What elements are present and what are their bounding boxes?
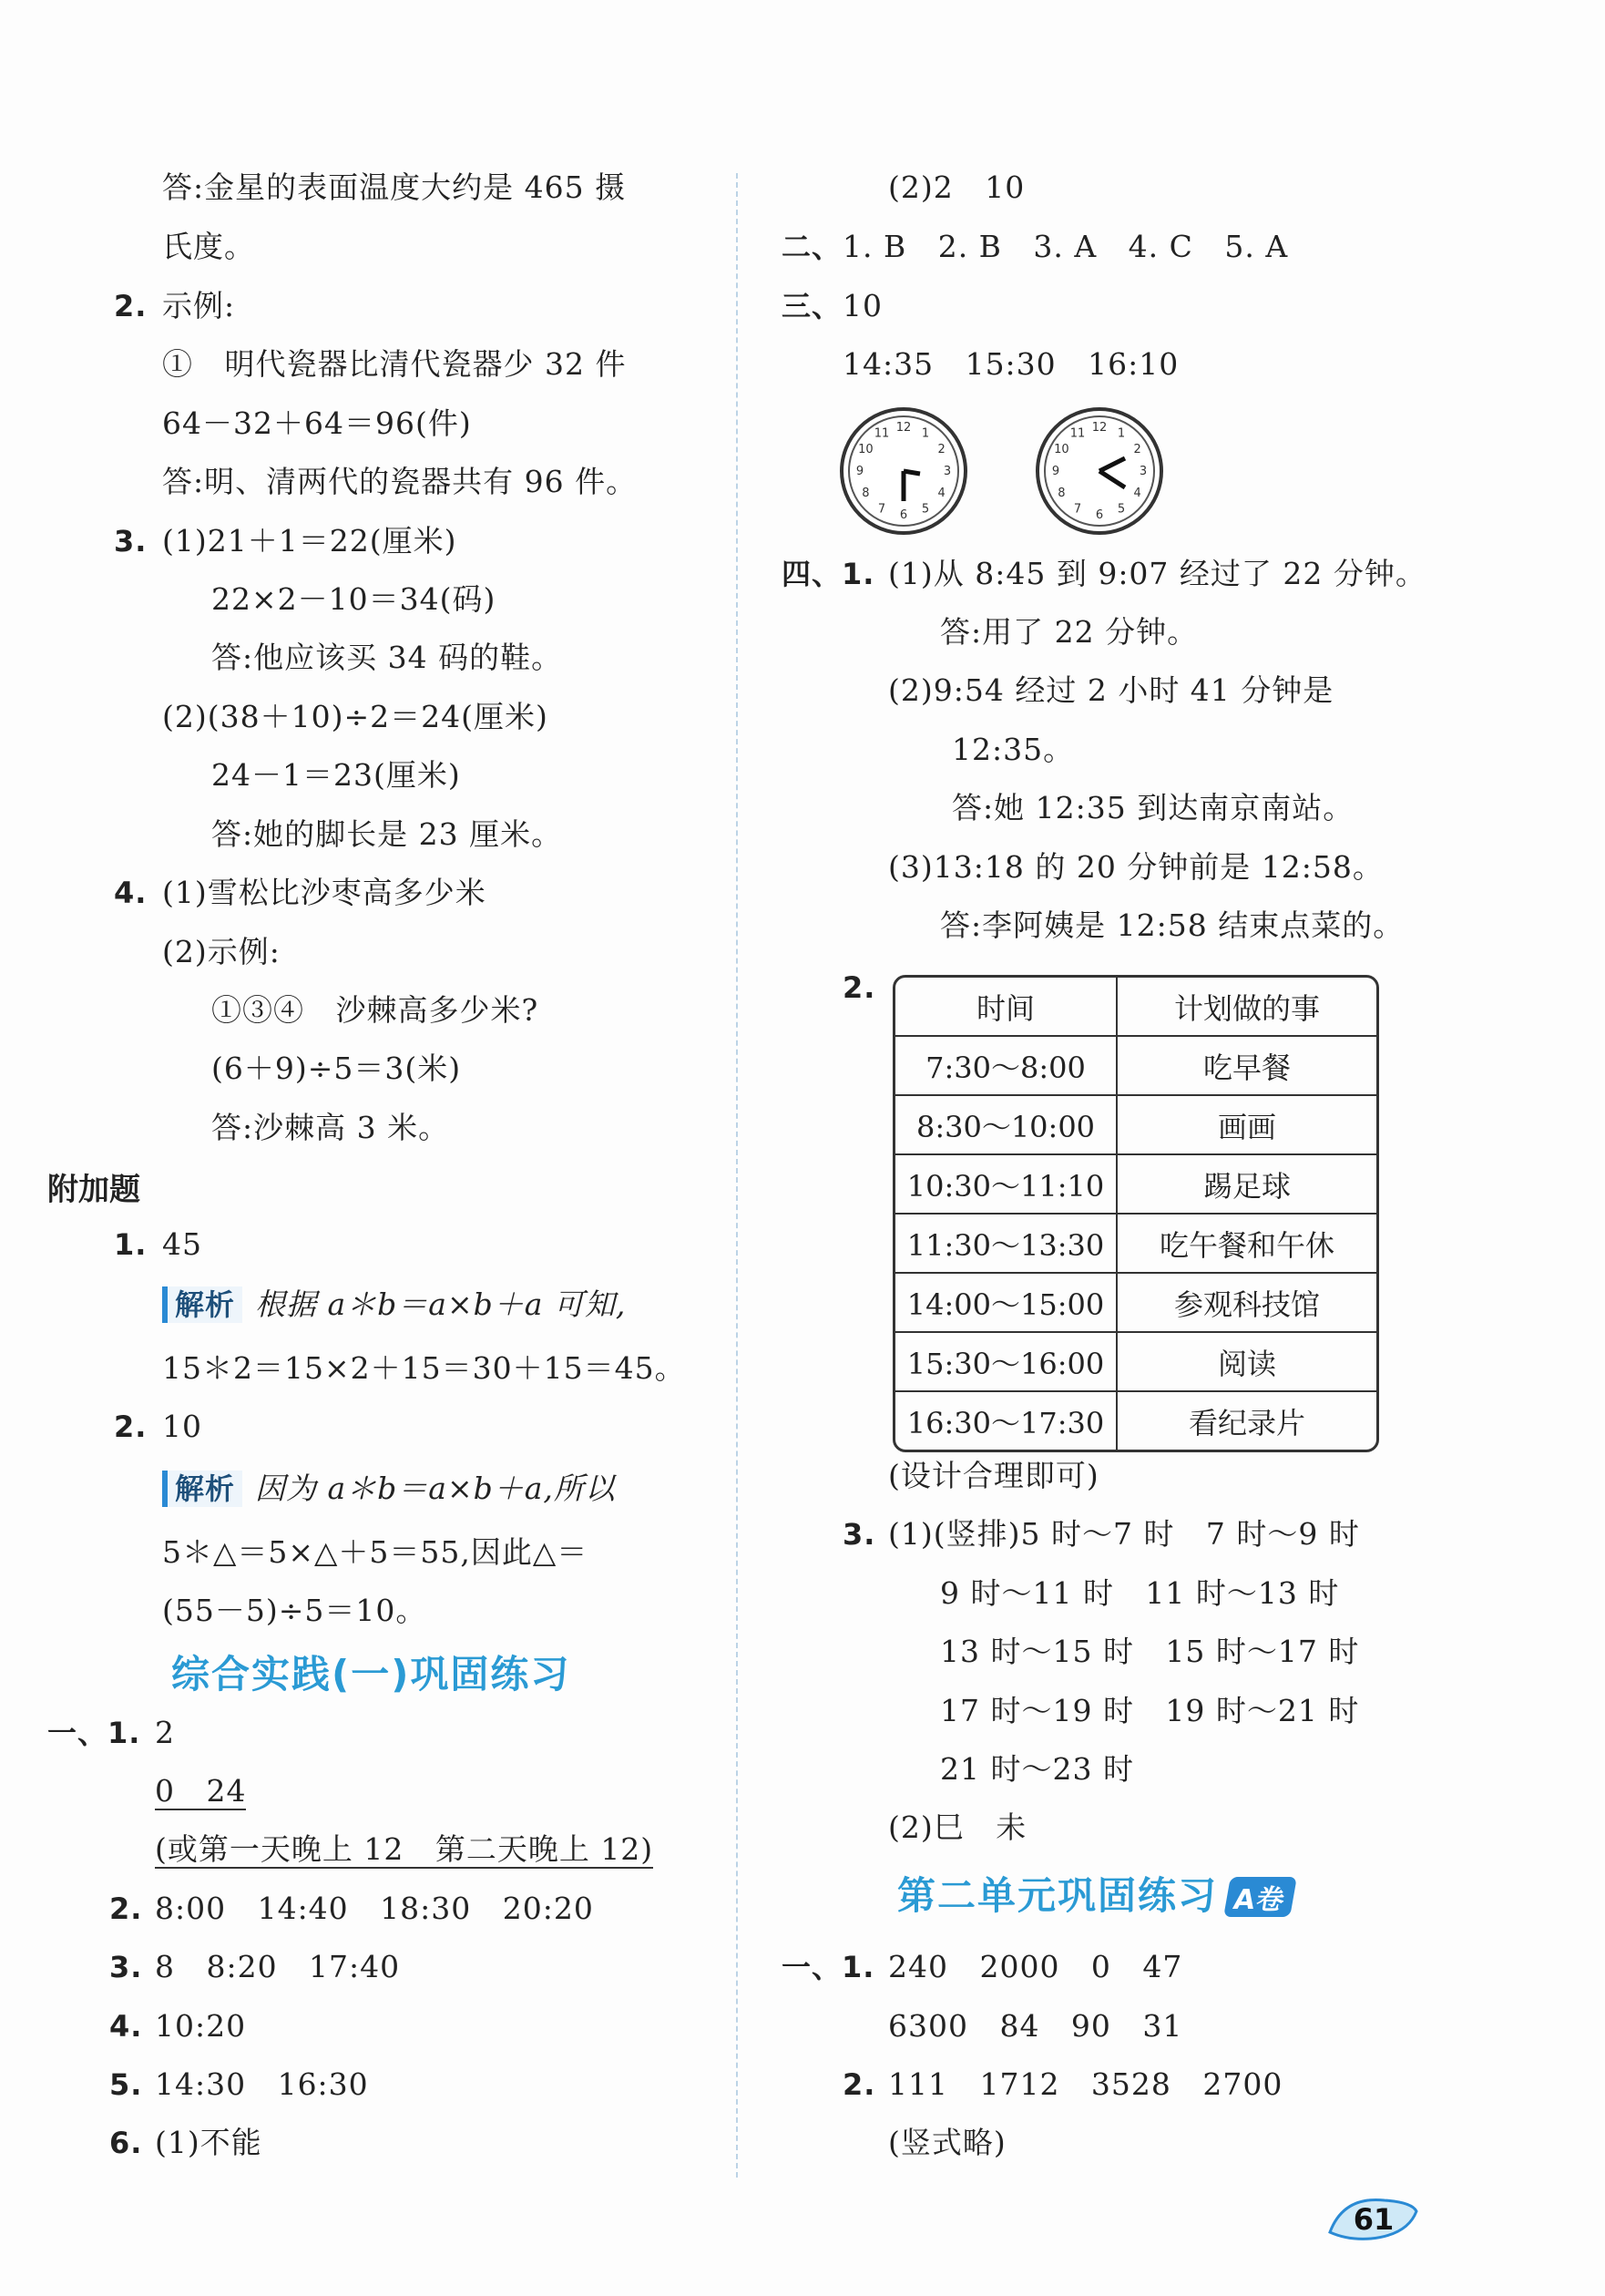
clock-numeral: 5 xyxy=(921,502,930,517)
question-number: 3. xyxy=(843,1517,876,1552)
clock-numeral: 2 xyxy=(937,443,946,456)
clock-numeral: 1 xyxy=(1117,426,1126,441)
table-header-cell: 计划做的事 xyxy=(1118,978,1376,1037)
table-header-cell: 时间 xyxy=(895,978,1118,1037)
question-number: 2. xyxy=(114,1409,148,1444)
text-line: 1. B 2. B 3. A 4. C 5. A xyxy=(843,229,1289,264)
text-line: (2)示例: xyxy=(162,934,281,969)
text-line: (3)13:18 的 20 分钟前是 12:58。 xyxy=(888,849,1384,885)
page-number: 61 xyxy=(1353,2202,1395,2237)
text-line: (1)雪松比沙枣高多少米 xyxy=(162,875,486,910)
clock-numeral: 6 xyxy=(1095,508,1104,522)
text-line: 答:沙棘高 3 米。 xyxy=(211,1110,450,1145)
text-line: (2)9:54 经过 2 小时 41 分钟是 xyxy=(888,672,1334,708)
underlined-answer: 0 24 xyxy=(155,1773,247,1809)
text-line: 9 时～11 时 11 时～13 时 xyxy=(940,1575,1340,1611)
clock-numeral: 5 xyxy=(1117,502,1126,517)
analysis-tag: 解析 xyxy=(162,1471,242,1507)
text-line: 240 2000 0 47 xyxy=(888,1949,1183,1984)
clock-icon xyxy=(838,405,970,538)
clock-numeral: 7 xyxy=(1073,502,1082,517)
text-line: 21 时～23 时 xyxy=(940,1751,1134,1787)
clock-numeral: 11 xyxy=(874,426,890,441)
section-number: 四、1. xyxy=(782,557,875,591)
clock-numeral: 6 xyxy=(899,508,908,522)
table-cell: 15:30～16:00 xyxy=(895,1333,1118,1392)
text-line: 13 时～15 时 15 时～17 时 xyxy=(940,1634,1360,1669)
table-row xyxy=(895,1037,1376,1096)
schedule-table xyxy=(893,975,1379,1452)
text-line: (2)巳 未 xyxy=(888,1809,1027,1845)
text-line: (2)(38＋10)÷2＝24(厘米) xyxy=(162,699,548,734)
section-number: 三、 xyxy=(782,289,843,323)
clock-numeral: 7 xyxy=(877,502,886,517)
volume-badge: A卷 xyxy=(1223,1877,1297,1917)
analysis-line xyxy=(162,1469,616,1509)
clock-numeral: 10 xyxy=(858,443,874,456)
clock-numeral: 3 xyxy=(943,465,952,478)
page-number-badge xyxy=(1321,2191,1421,2246)
table-header-row xyxy=(895,978,1376,1037)
text-line: 6300 84 90 31 xyxy=(888,2008,1183,2044)
text-line: (1)21＋1＝22(厘米) xyxy=(162,523,457,559)
table-row xyxy=(895,1215,1376,1274)
text-line: (设计合理即可) xyxy=(888,1458,1099,1493)
text-line: 答:李阿姨是 12:58 结束点菜的。 xyxy=(940,907,1405,943)
text-line: 氏度。 xyxy=(162,229,255,264)
text-line: (竖式略) xyxy=(888,2125,1007,2160)
section-number: 二、 xyxy=(782,230,843,264)
table-cell: 参观科技馆 xyxy=(1118,1274,1376,1333)
table-row xyxy=(895,1274,1376,1333)
table-row xyxy=(895,1333,1376,1392)
question-number: 2. xyxy=(843,2067,876,2102)
table-cell: 踢足球 xyxy=(1118,1155,1376,1215)
text-line: 17 时～19 时 19 时～21 时 xyxy=(940,1693,1360,1728)
text-line: 答:她 12:35 到达南京南站。 xyxy=(952,790,1355,825)
clock-numeral: 8 xyxy=(862,487,870,500)
question-number: 6. xyxy=(109,2126,143,2160)
text-line: (1)从 8:45 到 9:07 经过了 22 分钟。 xyxy=(888,556,1426,591)
table-cell: 看纪录片 xyxy=(1188,1405,1305,1440)
text-line: 10 xyxy=(843,288,883,323)
section-title xyxy=(897,1866,1293,1921)
clock-numeral: 9 xyxy=(1051,465,1060,478)
text-line: 15＊2＝15×2＋15＝30＋15＝45。 xyxy=(162,1350,686,1386)
clock-numeral: 4 xyxy=(1133,487,1141,500)
table-row xyxy=(895,1392,1376,1450)
table-cell: 阅读 xyxy=(1118,1333,1376,1392)
text-line: 答:用了 22 分钟。 xyxy=(940,614,1199,650)
text-line: 5＊△＝5×△＋5＝55,因此△＝ xyxy=(162,1534,588,1570)
analysis-tag: 解析 xyxy=(162,1286,242,1323)
text-line: 64－32＋64＝96(件) xyxy=(162,405,472,441)
text-line: 示例: xyxy=(162,288,236,323)
clock-numeral: 12 xyxy=(1091,421,1108,435)
question-number: 4. xyxy=(109,2009,143,2044)
text-line: 22×2－10＝34(码) xyxy=(211,581,496,617)
section-title: 综合实践(一)巩固练习 xyxy=(171,1652,571,1696)
question-number: 4. xyxy=(114,876,148,910)
text-line: 45 xyxy=(162,1226,202,1262)
text-line: 10 xyxy=(162,1409,202,1444)
text-line: 8 8:20 17:40 xyxy=(155,1949,401,1984)
text-line xyxy=(155,1830,653,1870)
clock-numeral: 8 xyxy=(1058,487,1066,500)
table-cell: 7:30～8:00 xyxy=(895,1037,1118,1096)
text-line: 答:明、清两代的瓷器共有 96 件。 xyxy=(162,464,638,499)
text-line: ① 明代瓷器比清代瓷器少 32 件 xyxy=(162,346,627,382)
text-line: 14:30 16:30 xyxy=(155,2066,369,2102)
table-cell: 8:30～10:00 xyxy=(895,1096,1118,1155)
question-number: 1. xyxy=(114,1227,148,1262)
text-line: 111 1712 3528 2700 xyxy=(888,2066,1283,2102)
column-divider xyxy=(736,173,738,2178)
text-line: ①③④ 沙棘高多少米? xyxy=(211,992,539,1028)
text-line: 答:她的脚长是 23 厘米。 xyxy=(211,816,563,852)
clock-numeral: 1 xyxy=(921,426,930,441)
clock-numeral: 11 xyxy=(1069,426,1086,441)
question-number: 3. xyxy=(114,524,148,559)
text-line: (1)不能 xyxy=(155,2125,262,2160)
text-line: (1)(竖排)5 时～7 时 7 时～9 时 xyxy=(888,1516,1360,1552)
text-line: 答:金星的表面温度大约是 465 摄 xyxy=(162,169,627,205)
text-line: 8:00 14:40 18:30 20:20 xyxy=(155,1891,594,1926)
clock-numeral: 2 xyxy=(1133,443,1141,456)
question-number: 2. xyxy=(109,1891,143,1926)
text-line: (6＋9)÷5＝3(米) xyxy=(211,1051,462,1086)
table-cell: 16:30～17:30 xyxy=(895,1392,1118,1450)
question-number: 3. xyxy=(109,1950,143,1984)
section-title-text: 第二单元巩固练习 xyxy=(897,1873,1219,1918)
text-line: 12:35。 xyxy=(952,732,1075,767)
table-cell: 10:30～11:10 xyxy=(895,1155,1118,1215)
clock-numeral: 10 xyxy=(1054,443,1069,456)
text-line: 2 xyxy=(155,1715,175,1750)
question-number: 2. xyxy=(114,289,148,323)
question-number: 一、1. xyxy=(47,1716,141,1750)
text-line: 14:35 15:30 16:10 xyxy=(843,346,1180,382)
text-line: (2)2 10 xyxy=(888,169,1026,205)
clock-numeral: 4 xyxy=(937,487,946,500)
table-cell: 画画 xyxy=(1118,1096,1376,1155)
text-line xyxy=(155,1771,246,1811)
underlined-answer: (或第一天晚上 12 第二天晚上 12) xyxy=(155,1831,654,1867)
question-number: 2. xyxy=(843,970,876,1005)
text-line: 24－1＝23(厘米) xyxy=(211,757,461,793)
table-cell: 吃早餐 xyxy=(1118,1037,1376,1096)
table-row xyxy=(895,1096,1376,1155)
clock-numeral: 12 xyxy=(895,421,912,435)
text-line: 因为 a＊b＝a×b＋a,所以 xyxy=(255,1471,616,1506)
analysis-line xyxy=(162,1285,626,1325)
clock-numeral: 9 xyxy=(855,465,864,478)
text-line: 答:他应该买 34 码的鞋。 xyxy=(211,640,563,675)
clock-numeral: 3 xyxy=(1139,465,1148,478)
text-line: (55－5)÷5＝10。 xyxy=(162,1593,427,1628)
table-cell: 11:30～13:30 xyxy=(895,1215,1118,1274)
table-row xyxy=(895,1155,1376,1215)
extra-questions-title: 附加题 xyxy=(47,1172,140,1208)
text-line: 根据 a＊b＝a×b＋a 可知, xyxy=(255,1286,627,1322)
question-number: 一、1. xyxy=(782,1950,875,1984)
clock-icon xyxy=(1034,405,1166,538)
text-line: 10:20 xyxy=(155,2008,247,2044)
question-number: 5. xyxy=(109,2067,143,2102)
table-cell: 14:00～15:00 xyxy=(895,1274,1118,1333)
table-cell: 吃午餐和午休 xyxy=(1118,1215,1376,1274)
